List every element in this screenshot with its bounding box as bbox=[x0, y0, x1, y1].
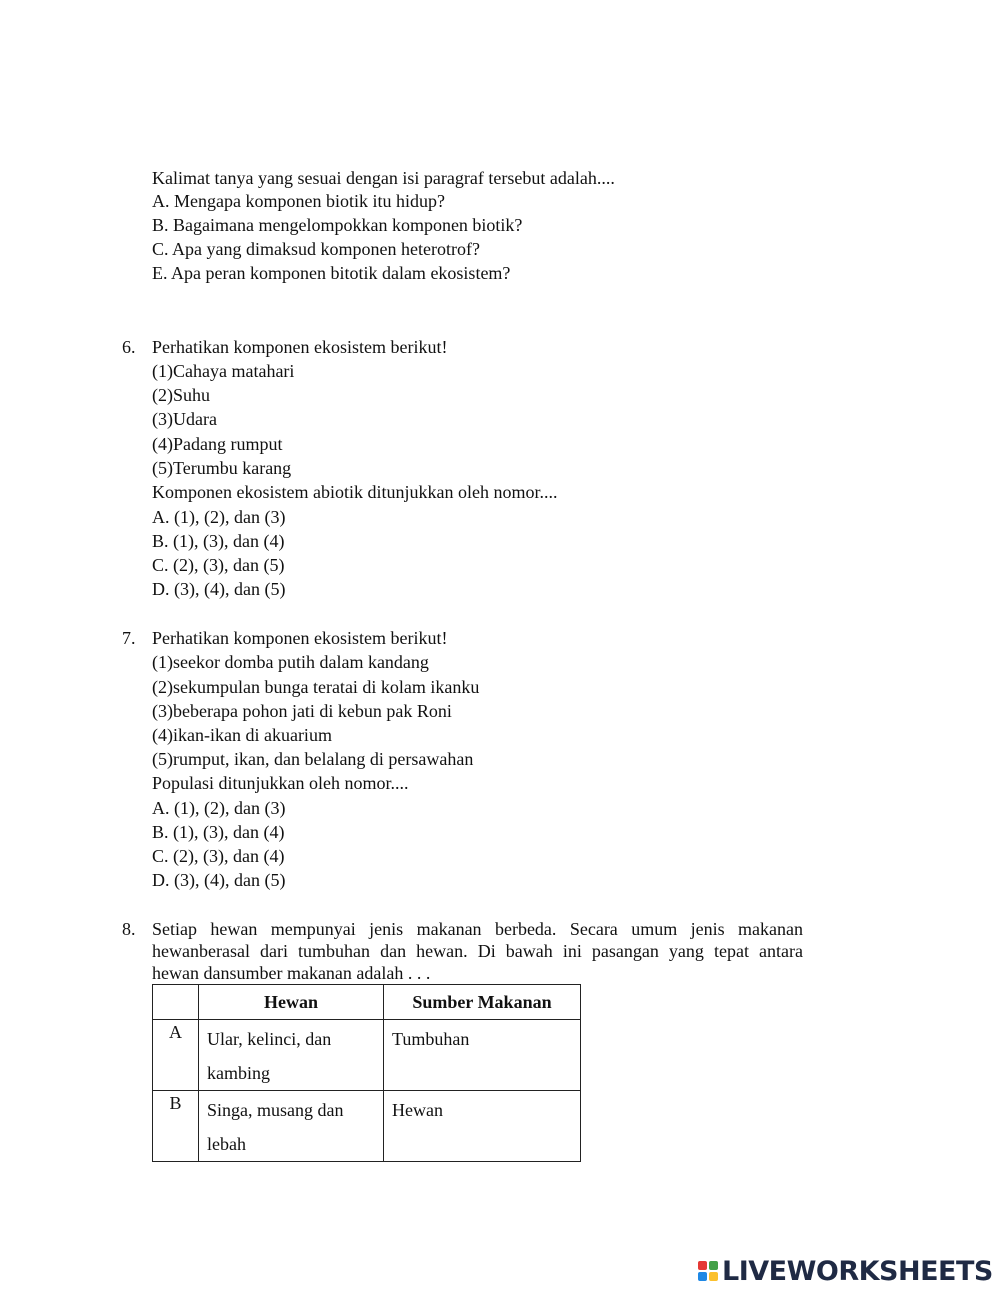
q7-item-5: (5)rumput, ikan, dan belalang di persawahan bbox=[152, 749, 474, 769]
table-row-letter: A bbox=[153, 1020, 199, 1091]
table-cell-animals bbox=[199, 1091, 384, 1162]
table-row bbox=[153, 1091, 581, 1162]
table-row-letter: B bbox=[153, 1091, 199, 1162]
q5-option-b: B. Bagaimana mengelompokkan komponen biotik? bbox=[152, 215, 523, 235]
table-header-sumber-makanan: Sumber Makanan bbox=[384, 985, 581, 1020]
q6-option-c: C. (2), (3), dan (5) bbox=[152, 555, 285, 575]
table-cell-animals-text: Ular, kelinci, dan kambing bbox=[207, 1029, 332, 1083]
liveworksheets-logo bbox=[698, 1255, 993, 1287]
food-source-table bbox=[152, 984, 581, 1162]
q5-stem: Kalimat tanya yang sesuai dengan isi paragraf tersebut adalah.... bbox=[152, 168, 615, 188]
q6-number: 6. bbox=[122, 337, 136, 357]
logo-square-yellow bbox=[709, 1272, 718, 1281]
liveworksheets-logo-text: LIVEWORKSHEETS bbox=[722, 1255, 993, 1287]
table-header-hewan: Hewan bbox=[199, 985, 384, 1020]
q7-stem: Populasi ditunjukkan oleh nomor.... bbox=[152, 773, 409, 793]
q7-item-3: (3)beberapa pohon jati di kebun pak Roni bbox=[152, 701, 452, 721]
logo-square-green bbox=[709, 1261, 718, 1270]
q7-item-4: (4)ikan-ikan di akuarium bbox=[152, 725, 332, 745]
q6-intro: Perhatikan komponen ekosistem berikut! bbox=[152, 337, 448, 357]
q7-item-1: (1)seekor domba putih dalam kandang bbox=[152, 652, 429, 672]
q8-line-2: hewanberasal dari tumbuhan dan hewan. Di bawah ini pasangan yang tepat antara bbox=[152, 941, 803, 961]
q7-option-d: D. (3), (4), dan (5) bbox=[152, 870, 286, 890]
q6-item-3: (3)Udara bbox=[152, 409, 217, 429]
q6-option-b: B. (1), (3), dan (4) bbox=[152, 531, 285, 551]
table-cell-animals-text: Singa, musang dan lebah bbox=[207, 1100, 344, 1154]
q5-option-e: E. Apa peran komponen bitotik dalam ekosistem? bbox=[152, 263, 511, 283]
q6-option-a: A. (1), (2), dan (3) bbox=[152, 507, 286, 527]
q7-option-b: B. (1), (3), dan (4) bbox=[152, 822, 285, 842]
q6-item-4: (4)Padang rumput bbox=[152, 434, 283, 454]
table-cell-source-text: Tumbuhan bbox=[392, 1029, 470, 1049]
liveworksheets-logo-icon bbox=[698, 1261, 718, 1281]
q7-option-c: C. (2), (3), dan (4) bbox=[152, 846, 285, 866]
q6-item-2: (2)Suhu bbox=[152, 385, 210, 405]
q6-item-1: (1)Cahaya matahari bbox=[152, 361, 295, 381]
q8-line-3: hewan dansumber makanan adalah . . . bbox=[152, 963, 431, 983]
table-cell-source bbox=[384, 1020, 581, 1091]
table-cell-animals bbox=[199, 1020, 384, 1091]
table-row bbox=[153, 1020, 581, 1091]
q6-item-5: (5)Terumbu karang bbox=[152, 458, 292, 478]
q7-number: 7. bbox=[122, 628, 136, 648]
logo-square-red bbox=[698, 1261, 707, 1270]
q5-option-a: A. Mengapa komponen biotik itu hidup? bbox=[152, 191, 445, 211]
table-cell-source-text: Hewan bbox=[392, 1100, 443, 1120]
q6-stem: Komponen ekosistem abiotik ditunjukkan oleh nomor.... bbox=[152, 482, 558, 502]
table-cell-source bbox=[384, 1091, 581, 1162]
logo-square-blue bbox=[698, 1272, 707, 1281]
q7-intro: Perhatikan komponen ekosistem berikut! bbox=[152, 628, 448, 648]
q8-number: 8. bbox=[122, 919, 136, 939]
table-header-row bbox=[153, 985, 581, 1020]
q8-line-1: Setiap hewan mempunyai jenis makanan berbeda. Secara umum jenis makanan bbox=[152, 919, 803, 939]
table-header-empty bbox=[153, 985, 199, 1020]
q7-option-a: A. (1), (2), dan (3) bbox=[152, 798, 286, 818]
q7-item-2: (2)sekumpulan bunga teratai di kolam ikanku bbox=[152, 677, 480, 697]
q6-option-d: D. (3), (4), dan (5) bbox=[152, 579, 286, 599]
q5-option-c: C. Apa yang dimaksud komponen heterotrof? bbox=[152, 239, 480, 259]
